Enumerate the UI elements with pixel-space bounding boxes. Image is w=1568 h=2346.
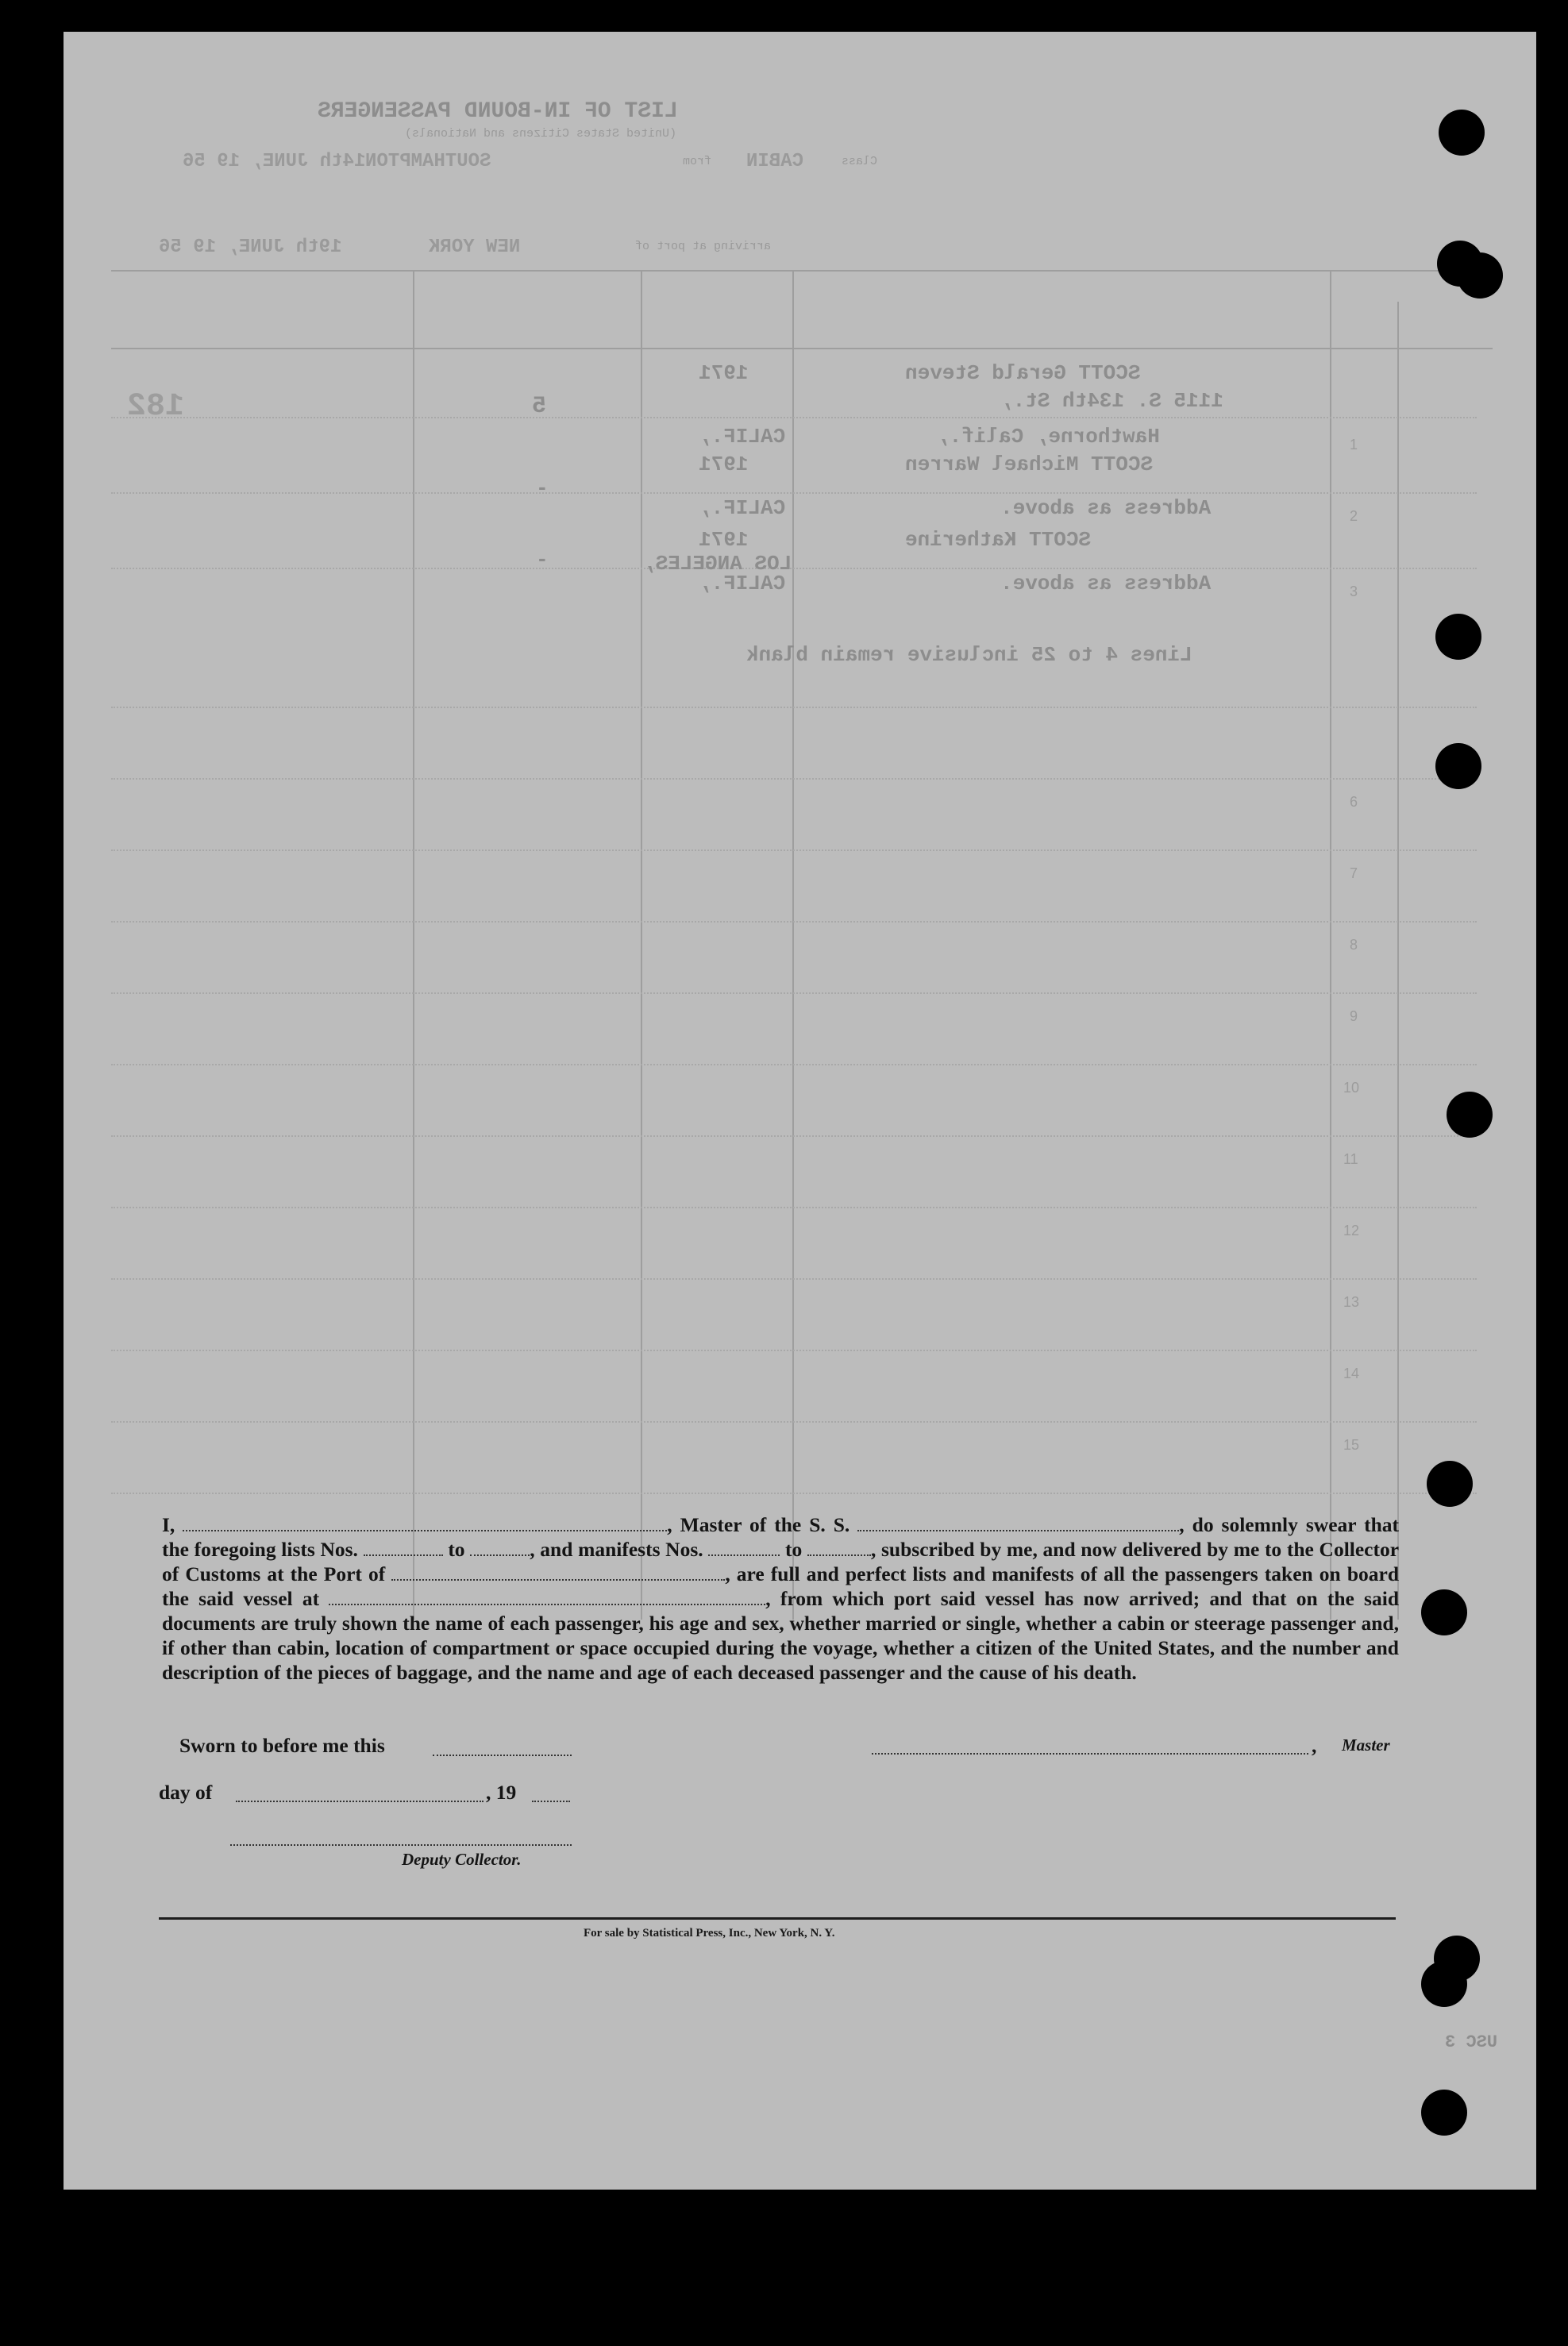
row-line	[111, 568, 1477, 569]
day-of-blank[interactable]	[236, 1786, 483, 1802]
line-number: 7	[1350, 865, 1358, 881]
column-divider	[1330, 270, 1331, 1620]
master-label: Master	[1342, 1735, 1390, 1755]
ghost-entry: 1971	[699, 361, 749, 385]
row-line	[111, 1421, 1477, 1423]
year-blank[interactable]	[532, 1786, 570, 1802]
punch-hole	[1435, 614, 1481, 660]
ghost-entry: 1115 S. 134th St.,	[1000, 389, 1223, 413]
row-line	[111, 992, 1477, 994]
oath-text: , subscribed by me, and now delivered by me to the Collector of Customs at the Port of	[162, 1538, 1400, 1585]
line-number: 11	[1343, 1151, 1358, 1167]
ghost-entry: Hawthorne, Calif.,	[937, 425, 1160, 449]
ghost-entry: -	[536, 476, 549, 500]
row-line	[111, 1064, 1477, 1065]
ghost-entry: 1971	[699, 528, 749, 552]
ghost-entry: Address as above.	[1000, 572, 1212, 595]
punch-hole	[1427, 1461, 1473, 1507]
ghost-note: Lines 4 to 25 inclusive remain blank	[746, 643, 1192, 667]
list-from-blank[interactable]	[364, 1540, 443, 1556]
footer-rule	[159, 1917, 1396, 1920]
punch-hole	[1421, 1961, 1467, 2007]
year-label: , 19	[486, 1781, 517, 1804]
ghost-entry: CALIF.,	[699, 572, 786, 595]
row-line	[111, 1135, 1477, 1137]
vessel-name-blank[interactable]	[857, 1516, 1179, 1531]
ghost-entry: SCOTT Katherine	[905, 528, 1092, 552]
oath-text: to	[785, 1538, 803, 1561]
line-number: 12	[1343, 1223, 1360, 1238]
row-line	[111, 707, 1477, 708]
table-top-rule	[111, 270, 1493, 272]
punch-hole	[1435, 743, 1481, 789]
row-line	[111, 1207, 1477, 1208]
printer-note: For sale by Statistical Press, Inc., New York, N. Y.	[584, 1927, 835, 1940]
row-line	[111, 1350, 1477, 1351]
oath-text: , from which port said vessel has now arrived; and that on the said documents are truly shown the name of each passenger, his age and sex, whether married or single, whether a cabin or steerage passenger and, if other than cabin, location of compartment or space occupied during the voyage, whether a citizen of the United States, and the number and description of the pieces of baggage, and the name and age of each deceased passenger and the cause of his death.	[162, 1587, 1399, 1684]
column-divider	[413, 270, 414, 1620]
line-number: 10	[1343, 1080, 1360, 1096]
oath-text: to	[448, 1538, 465, 1561]
line-number: 8	[1350, 937, 1358, 953]
ghost-entry: CALIF.,	[699, 496, 786, 520]
port-taken-blank[interactable]	[329, 1589, 765, 1605]
deputy-signature-blank[interactable]	[230, 1830, 572, 1846]
row-line	[111, 778, 1477, 780]
row-line	[111, 1493, 1477, 1494]
ghost-date-departed: 14th JUNE, 19 56	[183, 151, 366, 172]
row-line	[111, 849, 1477, 851]
ghost-entry: LOS ANGELES,	[643, 552, 792, 576]
line-number: 15	[1343, 1437, 1360, 1453]
manifest-from-blank[interactable]	[708, 1540, 780, 1556]
line-number: 14	[1343, 1366, 1360, 1381]
ghost-subtitle: (United States Citizens and Nationals)	[405, 127, 677, 141]
oath-text: , do solemnly swear that the foregoing lists Nos.	[162, 1513, 1400, 1561]
ghost-entry: -	[536, 548, 549, 572]
manifest-sheet	[64, 32, 1536, 2190]
ghost-from-label: from	[683, 155, 712, 168]
line-number: 2	[1350, 508, 1358, 524]
line-number: 6	[1350, 794, 1358, 810]
sworn-day-blank[interactable]	[433, 1740, 572, 1756]
line-number: 1	[1350, 437, 1358, 453]
ghost-arrival-label: arriving at port of	[635, 240, 772, 253]
deputy-collector-label: Deputy Collector.	[402, 1850, 522, 1869]
row-line	[111, 1278, 1477, 1280]
row-line	[111, 417, 1477, 418]
punch-hole	[1457, 252, 1503, 299]
ghost-entry: 5	[532, 393, 547, 420]
oath-paragraph	[162, 1512, 1399, 1685]
line-number: 3	[1350, 584, 1358, 599]
punch-hole	[1421, 2090, 1467, 2136]
punch-hole	[1447, 1092, 1493, 1138]
oath-text: , and manifests Nos.	[530, 1538, 703, 1561]
ghost-title: LIST OF IN-BOUND PASSENGERS	[318, 99, 678, 124]
ghost-entry: SCOTT Michael Warren	[905, 453, 1154, 476]
ghost-class-label: Class	[842, 155, 878, 168]
manifest-to-blank[interactable]	[807, 1540, 871, 1556]
oath-text: , are full and perfect lists and manifests of all the passengers taken on board the said vessel at	[162, 1562, 1400, 1610]
row-line	[111, 492, 1477, 494]
ghost-date-arrived: 19th JUNE, 19 56	[159, 237, 342, 258]
day-of-label: day of	[159, 1781, 213, 1804]
table-header-rule	[111, 348, 1493, 349]
master-name-blank[interactable]	[183, 1516, 667, 1531]
ghost-entry: SCOTT Gerald Steven	[905, 361, 1141, 385]
ghost-entry: Address as above.	[1000, 496, 1212, 520]
column-divider	[641, 270, 642, 1620]
oath-text: I,	[162, 1513, 175, 1536]
punch-hole	[1439, 110, 1485, 156]
column-divider	[792, 270, 794, 1620]
ghost-entry: 182	[127, 389, 185, 425]
punch-hole	[1421, 1589, 1467, 1635]
margin-mark: USC 3	[1445, 2032, 1498, 2052]
oath-text: , Master of the S. S.	[667, 1513, 850, 1536]
port-of-blank[interactable]	[391, 1565, 725, 1581]
ghost-class: CABIN	[746, 151, 804, 172]
sworn-label: Sworn to before me this	[179, 1734, 385, 1757]
master-signature-blank[interactable]	[872, 1739, 1308, 1755]
row-line	[111, 921, 1477, 923]
ghost-entry: 1971	[699, 453, 749, 476]
list-to-blank[interactable]	[470, 1540, 530, 1556]
ghost-entry: CALIF.,	[699, 425, 786, 449]
line-number: 13	[1343, 1294, 1360, 1310]
ghost-port: SOUTHAMPTON	[365, 151, 491, 172]
line-number: 9	[1350, 1008, 1358, 1024]
ghost-port-arrival: NEW YORK	[429, 237, 521, 258]
